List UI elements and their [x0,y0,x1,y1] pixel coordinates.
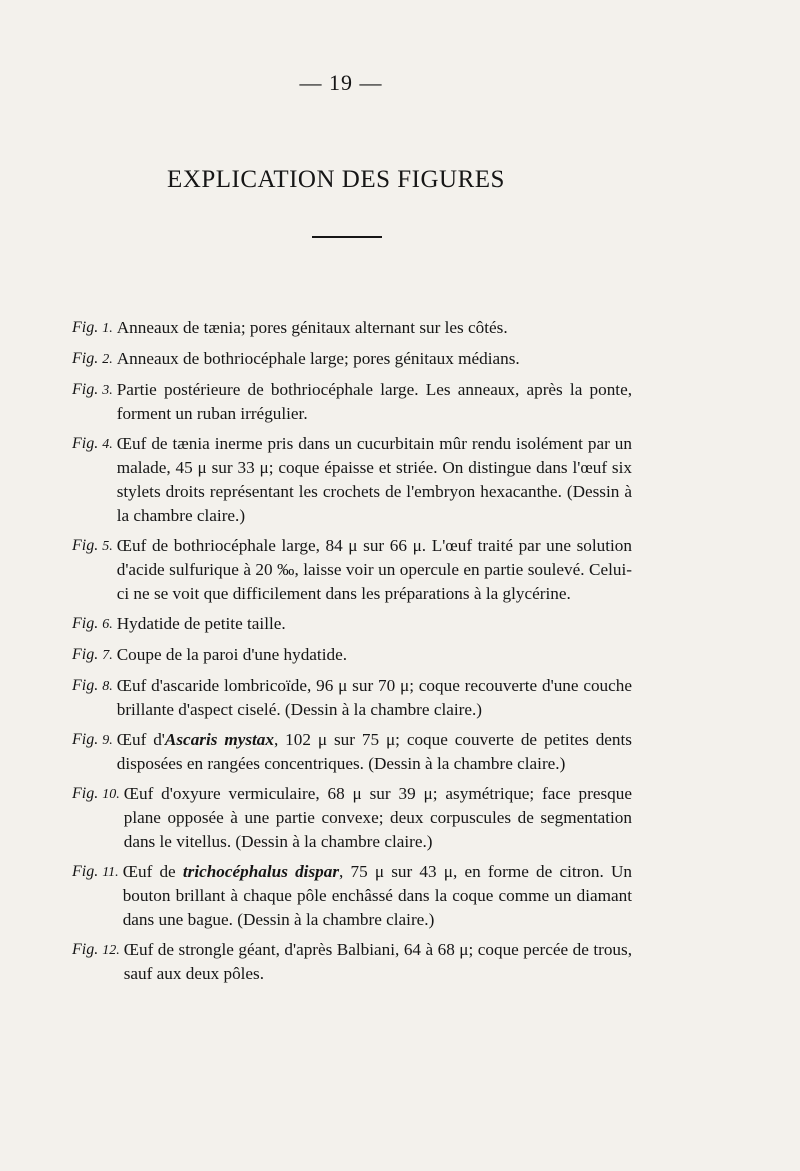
caption-text: Œuf de bothriocéphale large, 84 μ sur 66 μ. L'œuf traité par une solution d'acide sulfurique à 20 ‰, laisse voir un opercule en partie soulevé. Celui-ci ne se voit que difficilement dans les préparations à la glycérine. [116,536,632,603]
figure-entry [72,728,632,776]
figure-number: 11. [102,865,119,880]
caption-text: Œuf de [122,862,183,881]
figure-label [72,728,117,753]
figure-caption [123,860,632,932]
caption-text: Œuf d'oxyure vermiculaire, 68 μ sur 39 μ; asymétrique; face presque plane opposée à une partie convexe; deux corpuscules de segmentation dans le vitellus. (Dessin à la chambre claire.) [123,784,632,851]
figure-number: 7. [102,648,113,663]
figure-caption [117,612,632,636]
figure-label-prefix: Fig. [72,941,99,958]
figure-label [72,782,124,807]
figure-entry [72,378,632,426]
figure-label-prefix: Fig. [72,785,99,802]
figure-label-prefix: Fig. [72,677,99,694]
figure-caption [117,432,632,528]
caption-text: Œuf d' [116,730,165,749]
figure-number: 1. [102,321,113,336]
figure-caption [117,674,632,722]
figure-label-prefix: Fig. [72,350,99,367]
caption-text: Coupe de la paroi d'une hydatide. [116,645,348,664]
caption-text: , 102 μ sur 75 μ; coque couverte de petites dents disposées en rangées concentriques. (Dessin à la chambre claire.) [116,730,632,773]
figure-label-prefix: Fig. [72,381,99,398]
figure-number: 2. [102,352,113,367]
figure-entry [72,860,632,932]
figure-label [72,316,117,341]
figure-number: 6. [102,617,113,632]
figure-label-prefix: Fig. [72,537,99,554]
figure-label [72,938,124,963]
figure-caption [117,534,632,606]
figure-caption [117,316,632,340]
caption-text: Anneaux de bothriocéphale large; pores génitaux médians. [116,349,520,368]
figure-entry [72,782,632,854]
caption-text: Œuf d'ascaride lombricoïde, 96 μ sur 70 μ; coque recouverte d'une couche brillante d'aspect ciselé. (Dessin à la chambre claire.) [116,676,632,719]
figure-number: 8. [102,679,113,694]
figure-caption [117,347,632,371]
figure-number: 5. [102,539,113,554]
figure-number: 9. [102,733,113,748]
species-name: trichocéphalus dispar [182,862,340,881]
figure-caption [124,782,632,854]
figure-label [72,534,117,559]
figure-entry [72,938,632,986]
figure-caption [117,728,632,776]
caption-text: Partie postérieure de bothriocéphale large. Les anneaux, après la ponte, forment un ruban irrégulier. [116,380,632,423]
figure-entry [72,432,632,528]
title-rule [312,236,382,238]
figure-number: 4. [102,437,113,452]
figure-label-prefix: Fig. [72,435,99,452]
figure-number: 12. [102,943,120,958]
figure-label-prefix: Fig. [72,863,99,880]
caption-text: Œuf de strongle géant, d'après Balbiani, 64 à 68 μ; coque percée de trous, sauf aux deux pôles. [123,940,632,983]
figure-list [72,316,632,992]
figure-label [72,860,123,885]
figure-number: 3. [102,383,113,398]
figure-entry [72,612,632,637]
figure-entry [72,347,632,372]
figure-label-prefix: Fig. [72,615,99,632]
figure-label-prefix: Fig. [72,731,99,748]
caption-text: , 75 μ sur 43 μ, en forme de citron. Un bouton brillant à chaque pôle enchâssé dans la coque comme un diamant dans une bague. (Dessin à la chambre claire.) [122,862,633,929]
figure-label [72,432,117,457]
figure-number: 10. [102,787,120,802]
page-number: — 19 — [299,70,383,95]
caption-text: Hydatide de petite taille. [116,614,286,633]
figure-label-prefix: Fig. [72,646,99,663]
figure-caption [117,643,632,667]
figure-label-prefix: Fig. [72,319,99,336]
figure-entry [72,674,632,722]
caption-text: Anneaux de tænia; pores génitaux alternant sur les côtés. [116,318,508,337]
figure-label [72,643,117,668]
species-name: Ascaris mystax [164,730,274,749]
figure-label [72,674,117,699]
page-title: EXPLICATION DES FIGURES [167,166,505,193]
figure-label [72,612,117,637]
figure-caption [117,378,632,426]
figure-label [72,378,117,403]
figure-label [72,347,117,372]
figure-caption [124,938,632,986]
figure-entry [72,316,632,341]
caption-text: Œuf de tænia inerme pris dans un cucurbitain mûr rendu isolément par un malade, 45 μ sur 33 μ; coque épaisse et striée. On distingue dans l'œuf six stylets droits représentant les crochets de l'embryon hexacanthe. (Dessin à la chambre claire.) [116,434,632,525]
figure-entry [72,534,632,606]
figure-entry [72,643,632,668]
